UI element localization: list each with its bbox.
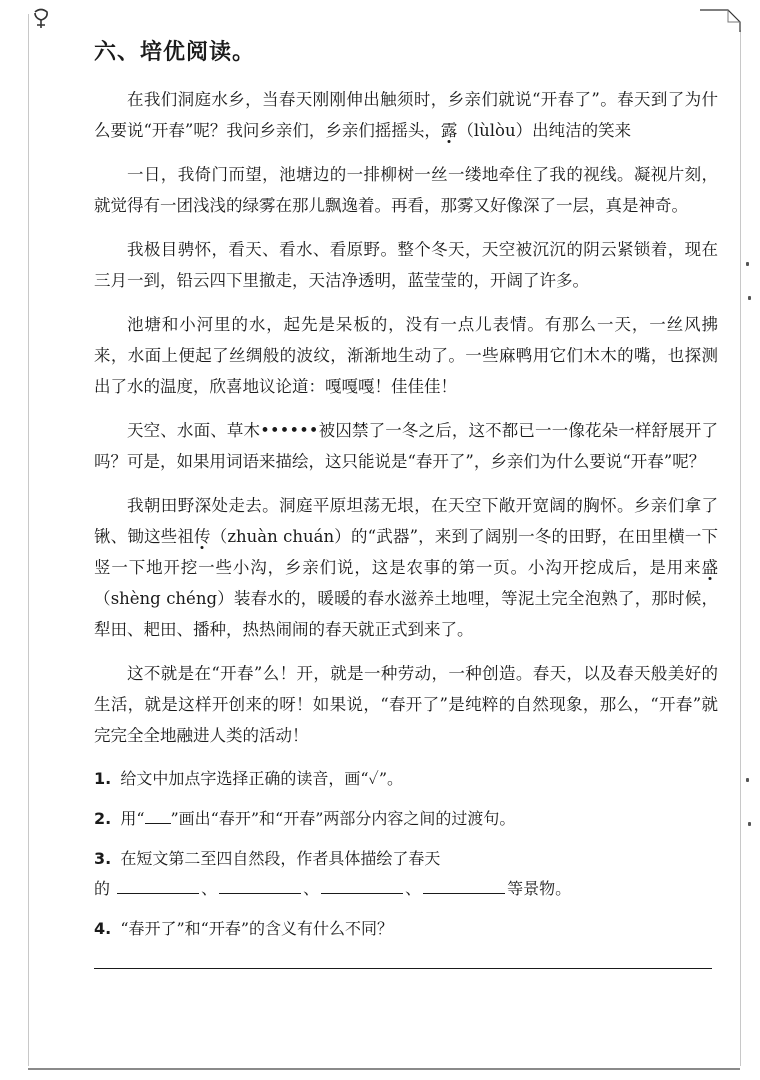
answer-blank-3[interactable]	[321, 875, 403, 894]
paragraph-text: （zhuàn chuán）的“武器”，来到了阔别一冬的田野，在田里横一下竖一下地开挖一些小沟，乡亲们说，这是农事的第一页。小沟开挖成后，是用来	[94, 527, 719, 577]
binder-clip-icon	[32, 8, 50, 34]
section-title: 六、培优阅读。	[94, 40, 256, 65]
page-border-left	[28, 14, 29, 1066]
question-4	[94, 914, 718, 944]
paragraph-text: 我极目骋怀，看天、看水、看原野。整个冬天，天空被沉沉的阴云紧锁着，现在三月一到，铅云四下里撤走，天洁净透明，蓝莹莹的，开阔了许多。	[94, 240, 718, 290]
paragraph-text: 我朝田野深处走去。洞庭平原坦荡无垠，在天空下敞开宽阔的胸怀。乡亲们拿了锹、锄这些祖	[94, 496, 718, 546]
passage-paragraph	[94, 84, 718, 146]
scan-mark	[748, 296, 751, 300]
scan-mark	[746, 262, 749, 266]
scan-mark	[746, 778, 749, 782]
passage-paragraph	[94, 658, 718, 751]
reading-passage	[94, 84, 718, 751]
separator: 、	[405, 879, 422, 898]
question-1	[94, 764, 718, 794]
question-text-suffix: 等景物。	[507, 879, 572, 898]
paragraph-text: 天空、水面、草木••••••被囚禁了一冬之后，这不都已一一像花朵一样舒展开了吗？可是，如果用词语来描绘，这只能说是“春开了”，乡亲们为什么要说“开春”呢？	[94, 421, 718, 471]
answer-blank-2[interactable]	[219, 875, 301, 894]
passage-paragraph	[94, 415, 718, 477]
question-text: “春开了”和“开春”的含义有什么不同？	[120, 919, 394, 938]
underline-sample	[145, 807, 171, 824]
answer-blank-1[interactable]	[117, 875, 199, 894]
worksheet	[94, 38, 718, 954]
dotted-character: 露	[440, 121, 458, 140]
separator: 、	[303, 879, 320, 898]
page-corner-fold-icon	[698, 8, 742, 34]
question-text: ”画出“春开”和“开春”两部分内容之间的过渡句。	[170, 809, 516, 828]
question-number: 3.	[94, 849, 112, 868]
dotted-character: 传	[194, 527, 211, 546]
paragraph-text: （shèng chéng）装春水的，暖暖的春水滋养土地哩，等泥土完全泡熟了，那时候，犁田、耙田、播种，热热闹闹的春天就正式到来了。	[94, 589, 718, 639]
passage-paragraph	[94, 490, 718, 645]
page-border-right	[740, 30, 741, 1066]
question-2	[94, 804, 718, 834]
question-text-prefix: 用“	[120, 809, 145, 828]
answer-blank-4[interactable]	[423, 875, 505, 894]
question-3	[94, 844, 718, 904]
answer-line[interactable]	[94, 968, 712, 969]
question-text-prefix: 的	[94, 879, 111, 898]
page-border-bottom	[28, 1068, 740, 1070]
paragraph-text: 在我们洞庭水乡，当春天刚刚伸出触须时，乡亲们就说“开春了”。春天到了为什么要说“开春”呢？我问乡亲们，乡亲们摇摇头，	[94, 90, 718, 140]
question-text: 在短文第二至四自然段，作者具体描绘了春天	[120, 849, 441, 868]
scan-mark	[748, 822, 751, 826]
passage-paragraph	[94, 234, 718, 296]
paragraph-text: 这不就是在“开春”么！开，就是一种劳动，一种创造。春天，以及春天般美好的生活，就是这样开创来的呀！如果说，“春开了”是纯粹的自然现象，那么，“开春”就完完全全地融进人类的活动！	[94, 664, 718, 745]
passage-paragraph	[94, 309, 718, 402]
question-number: 1.	[94, 769, 112, 788]
passage-paragraph	[94, 159, 718, 221]
paragraph-text: 一日，我倚门而望，池塘边的一排柳树一丝一缕地牵住了我的视线。凝视片刻，就觉得有一团浅浅的绿雾在那儿飘逸着。再看，那雾又好像深了一层，真是神奇。	[94, 165, 718, 215]
question-number: 4.	[94, 919, 112, 938]
dotted-character: 盛	[701, 558, 718, 577]
paragraph-text: （lùlòu）出纯洁的笑来	[457, 121, 632, 140]
separator: 、	[201, 879, 218, 898]
paragraph-text: 池塘和小河里的水，起先是呆板的，没有一点儿表情。有那么一天，一丝风拂来，水面上便起了丝绸般的波纹，渐渐地生动了。一些麻鸭用它们木木的嘴，也探测出了水的温度，欣喜地议论道：嘎嘎嘎！佳佳佳！	[94, 315, 718, 396]
question-number: 2.	[94, 809, 112, 828]
question-text: 给文中加点字选择正确的读音，画“✓”。	[120, 769, 403, 788]
